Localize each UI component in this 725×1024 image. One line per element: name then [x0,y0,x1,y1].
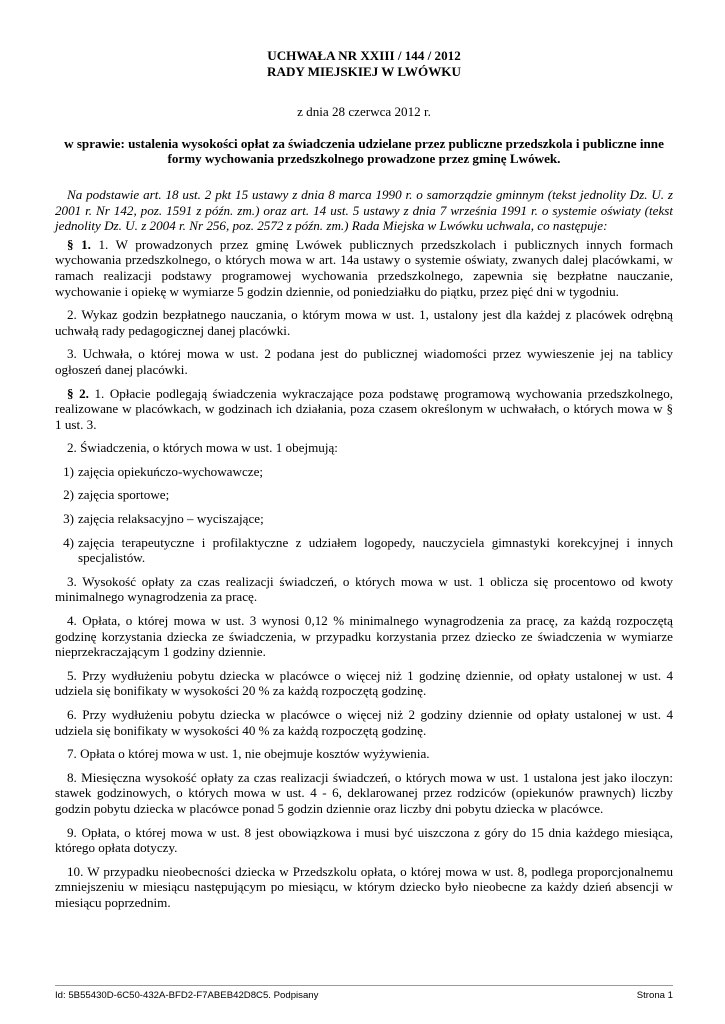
list-item-number: 4) [63,534,74,550]
list-item [55,464,673,480]
list-item-text: zajęcia relaksacyjno – wyciszające; [78,511,264,527]
section-2-paragraph-5: 5. Przy wydłużeniu pobytu dziecka w placówce o więcej niż 1 godzinę dziennie, od opłaty ustalonej w ust. 4 udziela się bonifikaty w wysokości 20 % za każdą rozpoczętą godzinę. [55,667,673,699]
title-line-1: UCHWAŁA NR XXIII / 144 / 2012 [267,48,461,63]
preamble: Na podstawie art. 18 ust. 2 pkt 15 ustawy z dnia 8 marca 1990 r. o samorządzie gminnym (tekst jednolity Dz. U. z 2001 r. Nr 142, poz. 1591 z późn. zm.) oraz art. 14 ust. 5 ustawy z dnia 7 września 1991 r. o systemie oświaty (tekst jednolity Dz. U. z 2004 r. Nr 256, poz. 2572 z późn. zm.) Rada Miejska w Lwówku uchwala, co następuje: [55,186,673,234]
list-item-number: 2) [63,487,74,503]
section-1-paragraph-1 [55,237,673,299]
section-2-paragraph-9: 9. Opłata, o której mowa w ust. 8 jest obowiązkowa i musi być uiszczona z góry do 15 dnia każdego miesiąca, którego opłata dotyczy. [55,824,673,856]
section-1-paragraph-3: 3. Uchwała, o której mowa w ust. 2 podana jest do publicznej wiadomości przez wywieszenie jej na tablicy ogłoszeń danej placówki. [55,346,673,377]
section-2-paragraph-1-text: 1. Opłacie podlegają świadczenia wykraczające poza podstawę programową wychowania przedszkolnego, realizowane w placówkach, w godzinach ich działania, poza czasem określonym w uchwałach, o których mowa w § 1 ust. 3. [55,385,674,432]
document-id: Id: 5B55430D-6C50-432A-BFD2-F7ABEB42D8C5. Podpisany [55,990,319,1001]
list-item [55,487,673,503]
section-2-paragraph-4: 4. Opłata, o której mowa w ust. 3 wynosi 0,12 % minimalnego wynagrodzenia za pracę, za każdą rozpoczętą godzinę korzystania dziecka ze świadczenia, w przypadku korzystania przez dziecko ze świadczenia w wymiarze nieprzekraczającym 1 godziny dziennie. [55,613,673,660]
section-2-paragraph-10: 10. W przypadku nieobecności dziecka w Przedszkolu opłata, o której mowa w ust. 8, podlega proporcjonalnemu zmniejszeniu w miesiącu następującym po miesiącu, w którym dziecko było nieobecne za każdy dzień absencji w miesiącu poprzednim. [55,863,673,910]
page-number: Strona 1 [636,990,673,1001]
list-item [55,511,673,527]
title-line-2: RADY MIEJSKIEJ W LWÓWKU [267,63,461,79]
document-title [55,48,673,79]
section-2-label: § 2. [67,385,89,401]
list-item-text: zajęcia terapeutyczne i profilaktyczne z udziałem logopedy, nauczyciela gimnastyki korekcyjnej i innych specjalistów. [78,534,673,566]
section-2-paragraph-2: 2. Świadczenia, o których mowa w ust. 1 obejmują: [67,440,338,456]
section-2-paragraph-8: 8. Miesięczna wysokość opłaty za czas realizacji świadczeń, o których mowa w ust. 1 ustalona jest jako iloczyn: stawek godzinowych, o których mowa w ust. 4 - 6, deklarowanej przez rodziców (opiekunów prawnych) liczby godzin pobytu dziecka w placówce ponad 5 godzin dziennie oraz liczby dni pobytu dziecka w placówce. [55,769,673,816]
page-footer [55,990,673,1001]
list-item-text: zajęcia opiekuńczo-wychowawcze; [78,463,264,479]
section-2-paragraph-7: 7. Opłata o której mowa w ust. 1, nie obejmuje kosztów wyżywienia. [67,746,430,762]
list-item-text: zajęcia sportowe; [78,487,170,503]
section-1-paragraph-2: 2. Wykaz godzin bezpłatnego nauczania, o którym mowa w ust. 1, ustalony jest dla każdej z placówek odrębną uchwałą rady pedagogicznej danej placówki. [55,307,673,338]
list-item [55,535,673,566]
list-item-number: 3) [63,511,74,527]
section-2-paragraph-1 [55,386,673,433]
document-date: z dnia 28 czerwca 2012 r. [297,104,431,120]
section-2-paragraph-6: 6. Przy wydłużeniu pobytu dziecka w placówce o więcej niż 2 godziny dziennie od opłaty ustalonej w ust. 4 udziela się bonifikaty w wysokości 40 % za każdą rozpoczętą godzinę. [55,707,673,738]
section-1-label: § 1. [67,236,91,252]
footer-divider [55,985,673,986]
section-1-paragraph-1-text: 1. W prowadzonych przez gminę Lwówek publicznych przedszkolach i publicznych innych formach wychowania przedszkolnego, o których mowa w art. 14a ustawy o systemie oświaty, zwanych dalej placówkami, w ramach realizacji podstawy programowej wychowania przedszkolnego, zapewnia się bezpłatne nauczanie, wychowanie i opiekę w wymiarze 5 godzin dziennie, od poniedziałku do piątku, przez pięć dni w tygodniu. [55,236,673,299]
document-subject: w sprawie: ustalenia wysokości opłat za świadczenia udzielane przez publiczne przedszkola i publiczne inne formy wychowania przedszkolnego prowadzone przez gminę Lwówek. [64,135,664,167]
list-item-number: 1) [63,463,74,479]
document-page [55,48,673,911]
section-2-paragraph-3: 3. Wysokość opłaty za czas realizacji świadczeń, o których mowa w ust. 1 oblicza się procentowo od kwoty minimalnego wynagrodzenia za pracę. [55,573,673,605]
